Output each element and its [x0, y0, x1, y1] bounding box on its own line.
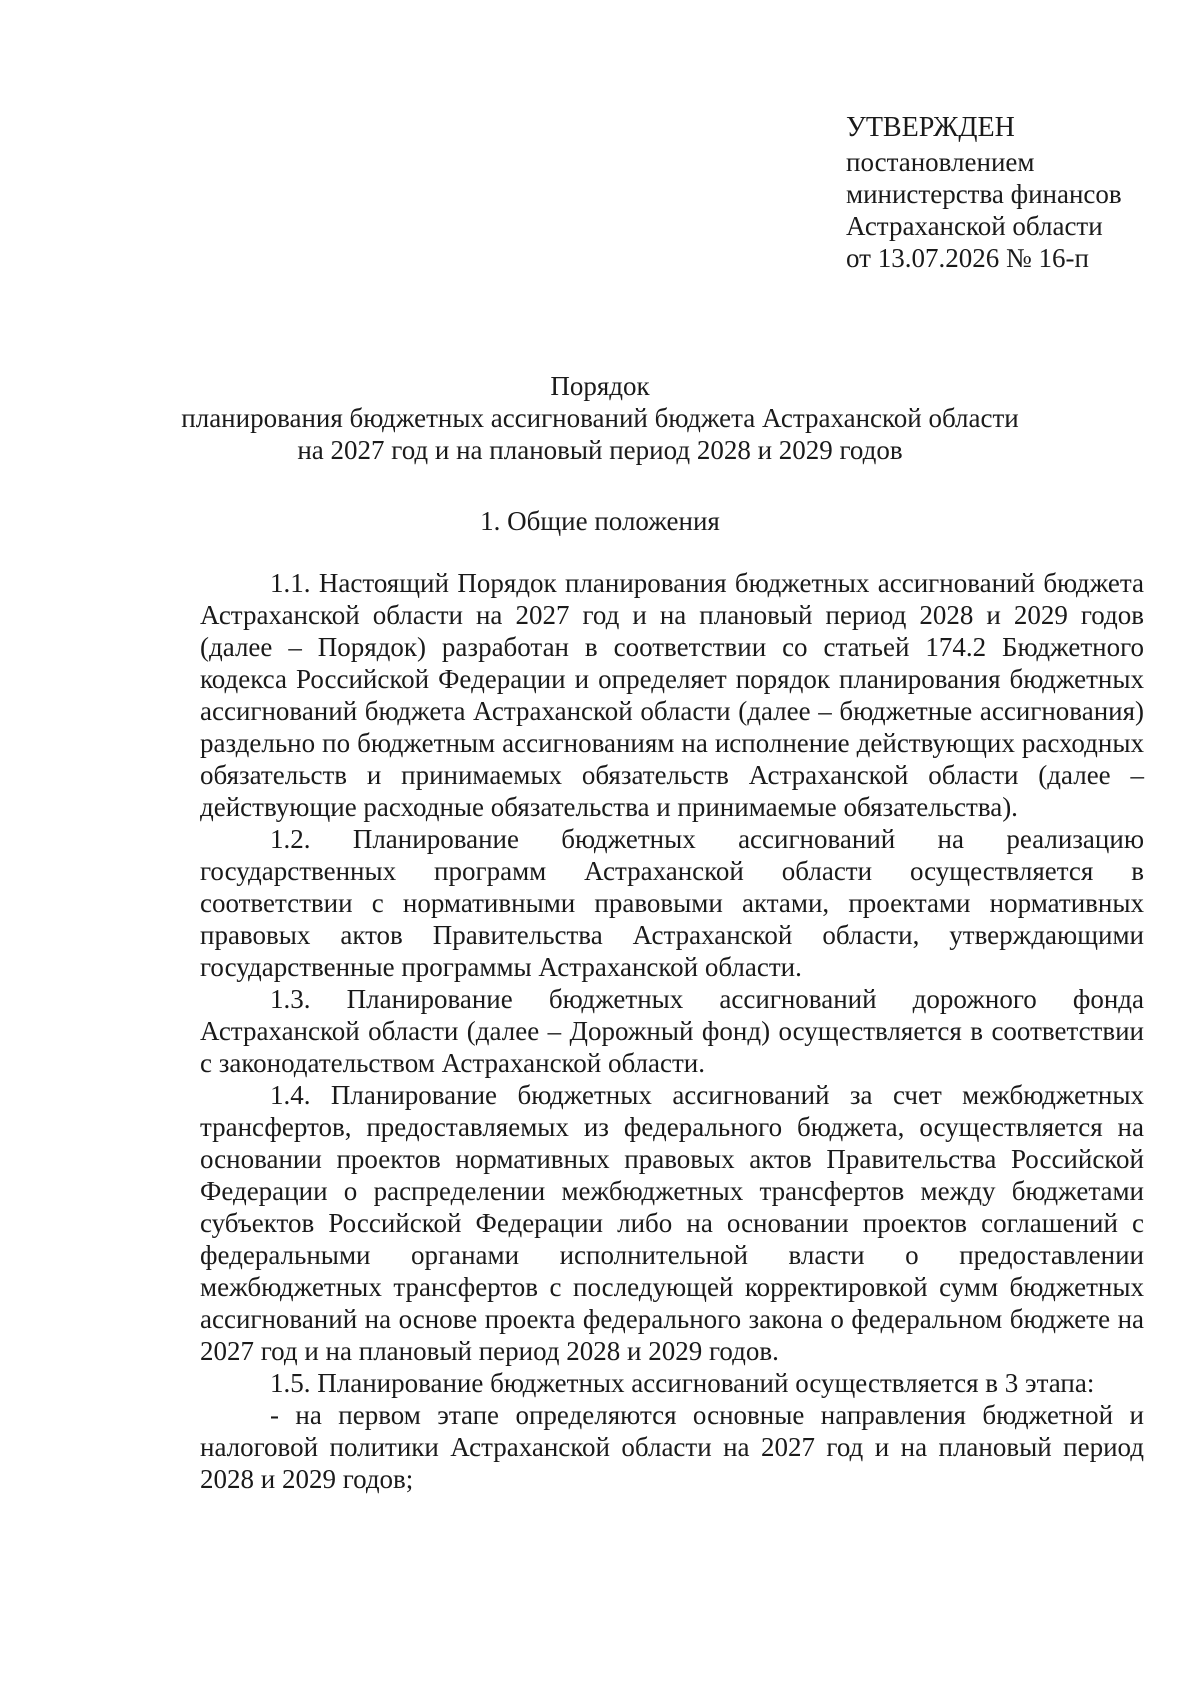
paragraph-1-5: 1.5. Планирование бюджетных ассигнований осуществляется в 3 этапа:	[270, 1368, 1095, 1398]
paragraph-1-2: 1.2. Планирование бюджетных ассигнований на реализацию государственных программ Астраханской области осуществляется в соответствии с нормативными правовыми актами, проектами нормативных правовых актов Правительства Астраханской области, утверждающими государственные программы Астраханской области.	[200, 824, 1144, 982]
document-title-line: Порядок	[550, 371, 650, 401]
paragraph-stage-1: - на первом этапе определяются основные направления бюджетной и налоговой политики Астраханской области на 2027 год и на плановый период 2028 и 2029 годов;	[200, 1400, 1144, 1494]
paragraph-1-4: 1.4. Планирование бюджетных ассигнований за счет межбюджетных трансфертов, предоставляемых из федерального бюджета, осуществляется на основании проектов нормативных правовых актов Правительства Российской Федерации о распределении межбюджетных трансфертов между бюджетами субъектов Российской Федерации либо на основании проектов соглашений с федеральными органами исполнительной власти о предоставлении межбюджетных трансфертов с последующей корректировкой сумм бюджетных ассигнований на основе проекта федерального закона о федеральном бюджете на 2027 год и на плановый период 2028 и 2029 годов.	[200, 1080, 1144, 1366]
paragraph-1-3: 1.3. Планирование бюджетных ассигнований дорожного фонда Астраханской области (далее – Дорожный фонд) осуществляется в соответствии с законодательством Астраханской области.	[200, 984, 1144, 1078]
approval-line: от 13.07.2026 № 16-п	[846, 243, 1089, 273]
approval-line: Астраханской области	[846, 211, 1103, 241]
section-heading: 1. Общие положения	[480, 506, 720, 536]
document-title-line: на 2027 год и на плановый период 2028 и 2029 годов	[297, 435, 903, 465]
approval-title: УТВЕРЖДЕН	[846, 112, 1015, 143]
paragraph-1-1: 1.1. Настоящий Порядок планирования бюджетных ассигнований бюджета Астраханской области на 2027 год и на плановый период 2028 и 2029 годов (далее – Порядок) разработан в соответствии со статьей 174.2 Бюджетного кодекса Российской Федерации и определяет порядок планирования бюджетных ассигнований бюджета Астраханской области (далее – бюджетные ассигнования) раздельно по бюджетным ассигнованиям на исполнение действующих расходных обязательств и принимаемых обязательств Астраханской области (далее – действующие расходные обязательства и принимаемые обязательства).	[200, 568, 1144, 822]
document-title-line: планирования бюджетных ассигнований бюджета Астраханской области	[181, 403, 1019, 433]
document-body	[200, 567, 1144, 1495]
approval-line: министерства финансов	[846, 179, 1122, 209]
approval-line: постановлением	[846, 147, 1035, 177]
approval-stamp	[846, 112, 1166, 274]
document-title	[0, 370, 1200, 466]
